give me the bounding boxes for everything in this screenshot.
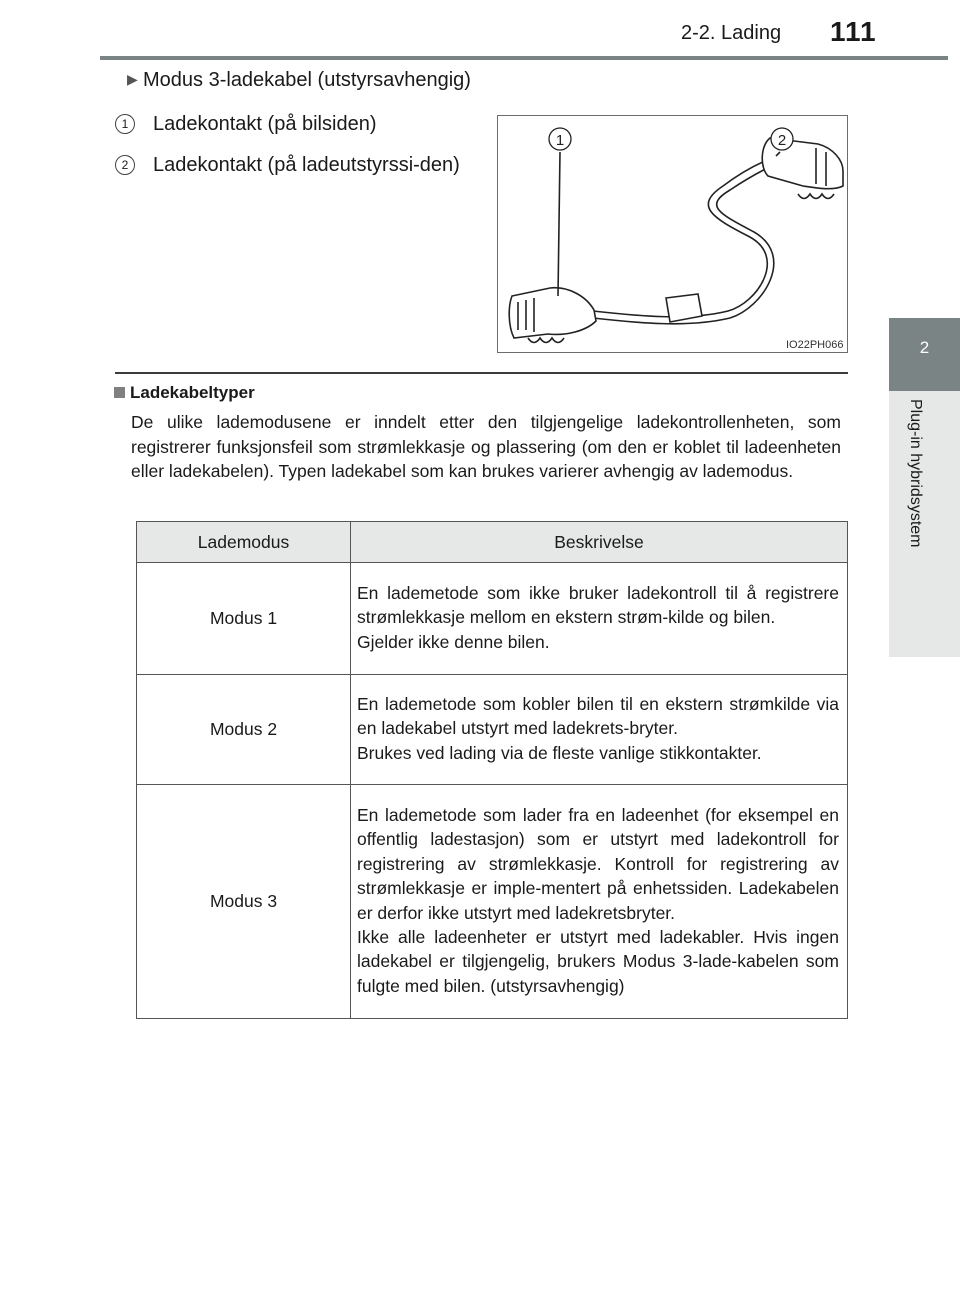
cable-heading-text: Modus 3-ladekabel (utstyrsavhengig) (143, 69, 471, 91)
connector-cap (528, 338, 564, 343)
section-rule (115, 372, 848, 374)
chapter-title: 2-2. Lading (681, 22, 782, 44)
description-note: Brukes ved lading via de fleste vanlige stikkontakter. (357, 742, 762, 763)
mode-cell: Modus 3 (137, 785, 351, 1019)
description-text: En lademetode som ikke bruker ladekontroll til å registrere strømlekkasje mellom en ekstern strøm-kilde og bilen. (357, 582, 839, 628)
charging-mode-table (136, 521, 848, 1019)
chapter-tab-number: 2 (919, 338, 930, 357)
cable-line (593, 156, 778, 317)
description-cell (351, 563, 848, 675)
cable-heading (127, 69, 471, 92)
description-text: En lademetode som lader fra en ladeenhet (for eksempel en offentlig ladestasjon) som er utstyrt med ladekontroll for registrering av strømlekkasje. Kontroll for registrering av strømlekkasje er imple-mentert på enhetssiden. Ladekabelen er derfor ikke utstyrt med ladekretsbryter. (357, 804, 839, 923)
legend-text: Ladekontakt (på ladeutstyrssi-den) (153, 154, 460, 176)
mode-cell: Modus 2 (137, 675, 351, 785)
table-row (137, 785, 848, 1019)
description-note: Gjelder ikke denne bilen. (357, 631, 550, 652)
callout-label: 1 (555, 132, 565, 149)
callout-badge: 2 (115, 155, 135, 175)
description-cell (351, 675, 848, 785)
header-rule (100, 56, 948, 60)
figure-code: IO22PH066 (786, 339, 844, 351)
description-note: Ikke alle ladeenheter er utstyrt med ladekabler. Hvis ingen ladekabel er tilgjengelig, brukers Modus 3-lade-kabelen som fulgte med bilen. (utstyrsavhengig) (357, 926, 839, 996)
mode-cell: Modus 1 (137, 563, 351, 675)
chapter-tab (889, 318, 960, 391)
callout-label: 2 (777, 132, 787, 149)
leader-line (558, 152, 560, 296)
section-heading-text: Ladekabeltyper (130, 383, 255, 402)
charging-cable-illustration (498, 116, 847, 352)
control-box-shape (666, 294, 702, 322)
legend-text: Ladekontakt (på bilsiden) (153, 113, 377, 135)
table-row (137, 675, 848, 785)
section-heading (114, 383, 255, 403)
column-header: Beskrivelse (351, 522, 848, 563)
callout-badge: 1 (115, 114, 135, 134)
chapter-tab-strip (889, 391, 960, 657)
section-body: De ulike lademodusene er inndelt etter den tilgjengelige ladekontrollenheten, som registrerer funksjonsfeil som strømlekkasje og plassering (om den er koblet til ladeenheten eller ladekabelen). Typen ladekabel som kan brukes varierer avhengig av lademodus. (131, 412, 841, 481)
callout-2 (771, 128, 793, 150)
table-row (137, 563, 848, 675)
arrow-icon: ▶ (127, 71, 138, 87)
description-cell (351, 785, 848, 1019)
table-header-row (137, 522, 848, 563)
column-header: Lademodus (137, 522, 351, 563)
charging-cable-figure (497, 115, 848, 353)
callout-1 (549, 128, 571, 150)
page-number: 111 (830, 16, 877, 47)
chapter-tab-label: Plug-in hybridsystem (907, 399, 924, 548)
description-text: En lademetode som kobler bilen til en ekstern strømkilde via en ladekabel utstyrt med ladekrets-bryter. (357, 693, 839, 739)
vehicle-connector-shape (509, 288, 596, 338)
square-bullet-icon (114, 387, 125, 398)
connector-cap (798, 194, 834, 199)
